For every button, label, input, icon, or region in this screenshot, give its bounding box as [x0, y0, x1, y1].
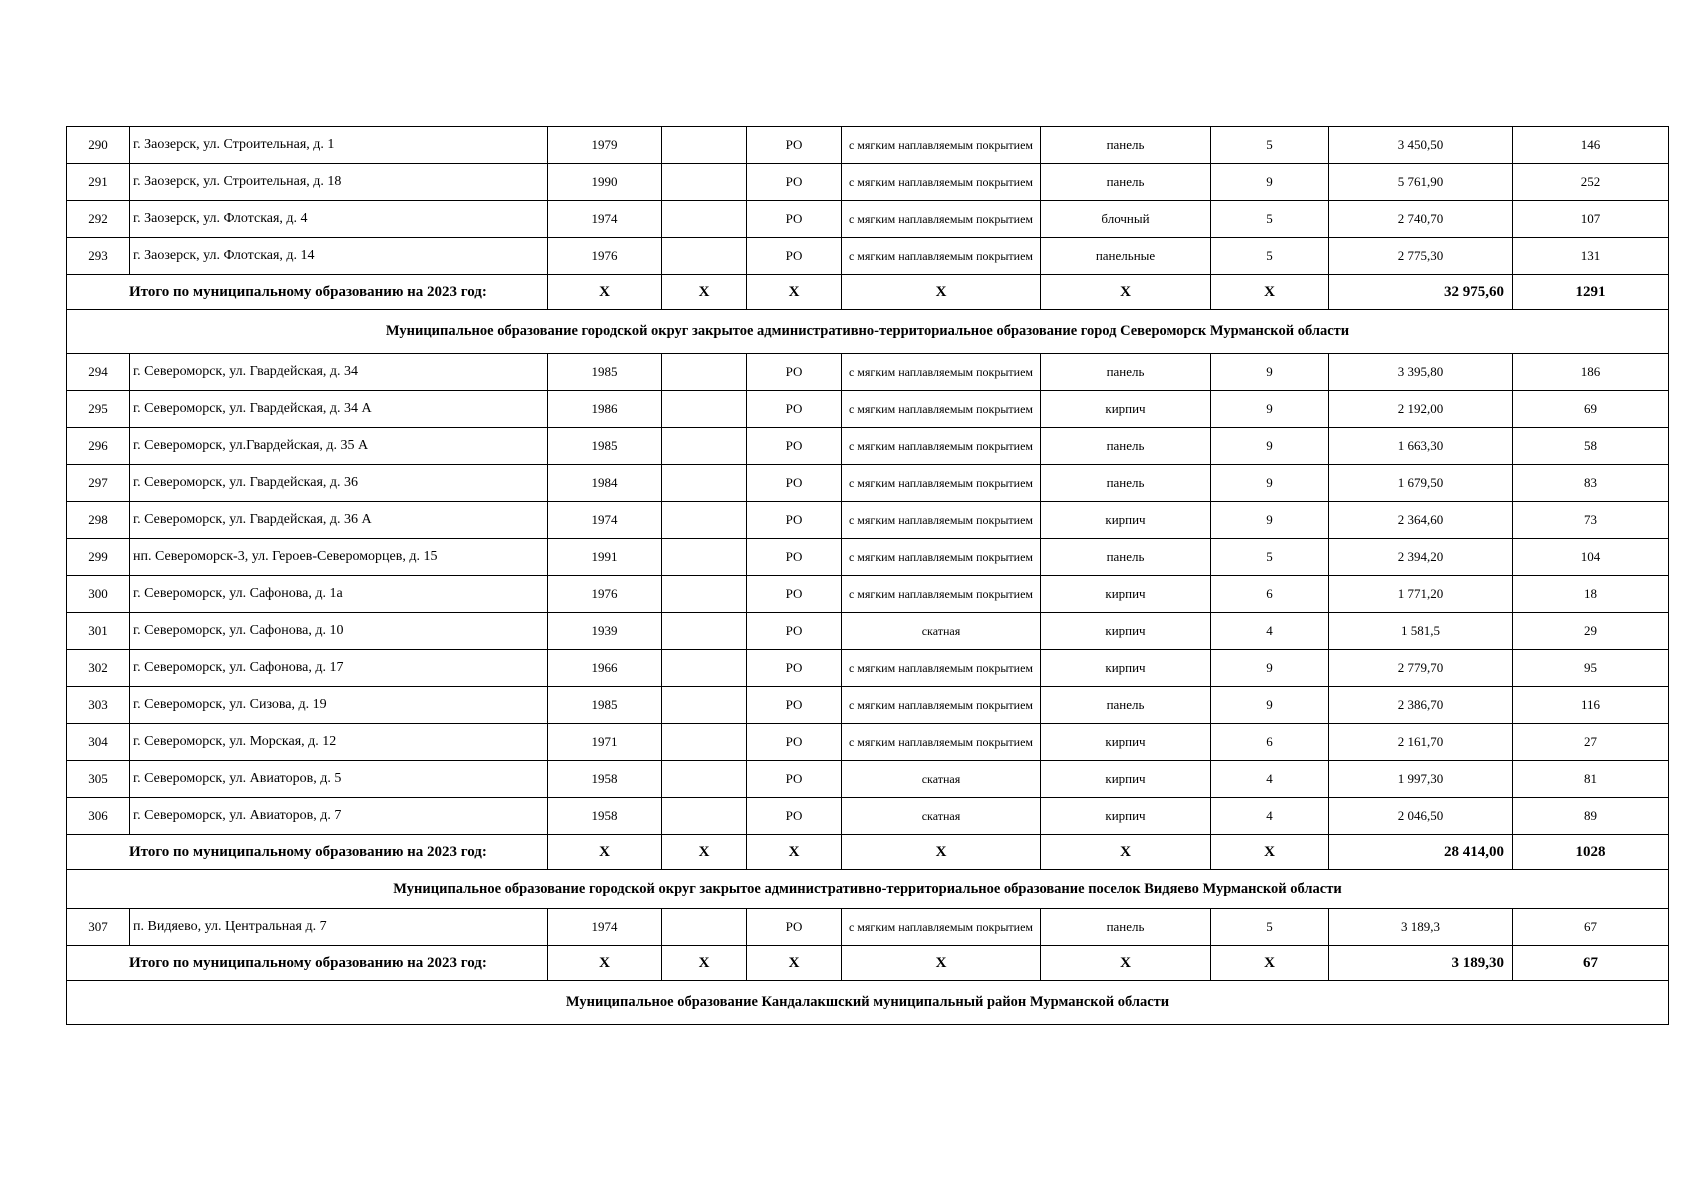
total-label: Итого по муниципальному образованию на 2023 год: [67, 835, 548, 870]
row-number: 304 [67, 724, 130, 761]
row-number: 300 [67, 576, 130, 613]
x-marker: X [842, 835, 1041, 870]
table-row [67, 354, 1669, 391]
residents-cell: 252 [1513, 164, 1669, 201]
row-number: 294 [67, 354, 130, 391]
year-cell: 1974 [548, 502, 662, 539]
floors-cell: 5 [1211, 127, 1329, 164]
residents-cell: 29 [1513, 613, 1669, 650]
wall-material-cell: блочный [1041, 201, 1211, 238]
x-marker: X [662, 835, 747, 870]
row-number: 295 [67, 391, 130, 428]
blank-cell [662, 909, 747, 946]
floors-cell: 5 [1211, 539, 1329, 576]
roof-type-cell: с мягким наплавляемым покрытием [842, 127, 1041, 164]
total-area: 3 189,30 [1329, 946, 1513, 981]
area-cell: 1 771,20 [1329, 576, 1513, 613]
year-cell: 1976 [548, 576, 662, 613]
table-row [67, 613, 1669, 650]
blank-cell [662, 164, 747, 201]
year-cell: 1986 [548, 391, 662, 428]
floors-cell: 4 [1211, 798, 1329, 835]
row-number: 306 [67, 798, 130, 835]
section-title: Муниципальное образование Кандалакшский муниципальный район Мурманской области [67, 981, 1669, 1025]
x-marker: X [662, 275, 747, 310]
wall-material-cell: панель [1041, 428, 1211, 465]
area-cell: 2 394,20 [1329, 539, 1513, 576]
roof-type-cell: с мягким наплавляемым покрытием [842, 465, 1041, 502]
table-row [67, 909, 1669, 946]
x-marker: X [1041, 275, 1211, 310]
program-cell: РО [747, 909, 842, 946]
wall-material-cell: панель [1041, 164, 1211, 201]
table-row [67, 465, 1669, 502]
year-cell: 1985 [548, 428, 662, 465]
address-cell: г. Заозерск, ул. Строительная, д. 18 [130, 164, 548, 201]
residents-cell: 104 [1513, 539, 1669, 576]
residents-cell: 81 [1513, 761, 1669, 798]
wall-material-cell: кирпич [1041, 798, 1211, 835]
area-cell: 5 761,90 [1329, 164, 1513, 201]
area-cell: 2 386,70 [1329, 687, 1513, 724]
floors-cell: 5 [1211, 201, 1329, 238]
year-cell: 1985 [548, 687, 662, 724]
wall-material-cell: кирпич [1041, 391, 1211, 428]
row-number: 302 [67, 650, 130, 687]
year-cell: 1985 [548, 354, 662, 391]
floors-cell: 4 [1211, 761, 1329, 798]
blank-cell [662, 201, 747, 238]
total-label: Итого по муниципальному образованию на 2023 год: [67, 275, 548, 310]
roof-type-cell: с мягким наплавляемым покрытием [842, 201, 1041, 238]
x-marker: X [1211, 946, 1329, 981]
address-cell: г. Североморск, ул. Гвардейская, д. 34 [130, 354, 548, 391]
table-row [67, 687, 1669, 724]
program-cell: РО [747, 539, 842, 576]
wall-material-cell: кирпич [1041, 502, 1211, 539]
year-cell: 1939 [548, 613, 662, 650]
residents-cell: 67 [1513, 909, 1669, 946]
roof-type-cell: скатная [842, 613, 1041, 650]
floors-cell: 4 [1211, 613, 1329, 650]
wall-material-cell: панель [1041, 539, 1211, 576]
area-cell: 2 364,60 [1329, 502, 1513, 539]
blank-cell [662, 798, 747, 835]
year-cell: 1958 [548, 761, 662, 798]
area-cell: 2 779,70 [1329, 650, 1513, 687]
floors-cell: 6 [1211, 724, 1329, 761]
row-number: 307 [67, 909, 130, 946]
year-cell: 1971 [548, 724, 662, 761]
program-cell: РО [747, 354, 842, 391]
x-marker: X [662, 946, 747, 981]
table-row [67, 391, 1669, 428]
table-row [67, 798, 1669, 835]
blank-cell [662, 650, 747, 687]
year-cell: 1958 [548, 798, 662, 835]
area-cell: 1 679,50 [1329, 465, 1513, 502]
table-row [67, 127, 1669, 164]
year-cell: 1966 [548, 650, 662, 687]
roof-type-cell: с мягким наплавляемым покрытием [842, 650, 1041, 687]
residents-cell: 95 [1513, 650, 1669, 687]
floors-cell: 9 [1211, 687, 1329, 724]
residents-cell: 69 [1513, 391, 1669, 428]
table-body [67, 127, 1669, 1025]
blank-cell [662, 502, 747, 539]
area-cell: 2 161,70 [1329, 724, 1513, 761]
floors-cell: 9 [1211, 428, 1329, 465]
row-number: 291 [67, 164, 130, 201]
roof-type-cell: с мягким наплавляемым покрытием [842, 428, 1041, 465]
wall-material-cell: кирпич [1041, 613, 1211, 650]
wall-material-cell: панель [1041, 127, 1211, 164]
roof-type-cell: с мягким наплавляемым покрытием [842, 909, 1041, 946]
x-marker: X [1211, 835, 1329, 870]
roof-type-cell: с мягким наплавляемым покрытием [842, 354, 1041, 391]
floors-cell: 9 [1211, 354, 1329, 391]
year-cell: 1974 [548, 201, 662, 238]
residents-cell: 83 [1513, 465, 1669, 502]
floors-cell: 5 [1211, 238, 1329, 275]
row-number: 290 [67, 127, 130, 164]
row-number: 301 [67, 613, 130, 650]
residents-cell: 116 [1513, 687, 1669, 724]
year-cell: 1991 [548, 539, 662, 576]
residents-cell: 18 [1513, 576, 1669, 613]
wall-material-cell: панель [1041, 465, 1211, 502]
blank-cell [662, 238, 747, 275]
blank-cell [662, 576, 747, 613]
address-cell: г. Североморск, ул. Авиаторов, д. 7 [130, 798, 548, 835]
address-cell: г. Североморск, ул.Гвардейская, д. 35 А [130, 428, 548, 465]
year-cell: 1984 [548, 465, 662, 502]
year-cell: 1979 [548, 127, 662, 164]
x-marker: X [842, 946, 1041, 981]
address-cell: нп. Североморск-3, ул. Героев-Североморцев, д. 15 [130, 539, 548, 576]
housing-table [66, 126, 1669, 1025]
x-marker: X [842, 275, 1041, 310]
section-header-row [67, 870, 1669, 909]
program-cell: РО [747, 502, 842, 539]
address-cell: п. Видяево, ул. Центральная д. 7 [130, 909, 548, 946]
total-area: 28 414,00 [1329, 835, 1513, 870]
address-cell: г. Североморск, ул. Гвардейская, д. 34 А [130, 391, 548, 428]
floors-cell: 9 [1211, 502, 1329, 539]
address-cell: г. Североморск, ул. Гвардейская, д. 36 А [130, 502, 548, 539]
wall-material-cell: панельные [1041, 238, 1211, 275]
program-cell: РО [747, 238, 842, 275]
table-row [67, 201, 1669, 238]
program-cell: РО [747, 724, 842, 761]
table-row [67, 539, 1669, 576]
total-residents: 1291 [1513, 275, 1669, 310]
blank-cell [662, 613, 747, 650]
program-cell: РО [747, 687, 842, 724]
x-marker: X [548, 275, 662, 310]
address-cell: г. Североморск, ул. Авиаторов, д. 5 [130, 761, 548, 798]
section-header-row [67, 981, 1669, 1025]
row-number: 299 [67, 539, 130, 576]
section-header-row [67, 310, 1669, 354]
floors-cell: 9 [1211, 650, 1329, 687]
address-cell: г. Североморск, ул. Гвардейская, д. 36 [130, 465, 548, 502]
roof-type-cell: с мягким наплавляемым покрытием [842, 164, 1041, 201]
residents-cell: 131 [1513, 238, 1669, 275]
address-cell: г. Заозерск, ул. Флотская, д. 14 [130, 238, 548, 275]
table-row [67, 428, 1669, 465]
address-cell: г. Североморск, ул. Сафонова, д. 10 [130, 613, 548, 650]
area-cell: 2 740,70 [1329, 201, 1513, 238]
blank-cell [662, 127, 747, 164]
section-title: Муниципальное образование городской округ закрытое административно-территориальное образование поселок Видяево Мурманской области [67, 870, 1669, 909]
x-marker: X [548, 835, 662, 870]
program-cell: РО [747, 428, 842, 465]
wall-material-cell: кирпич [1041, 650, 1211, 687]
row-number: 303 [67, 687, 130, 724]
floors-cell: 6 [1211, 576, 1329, 613]
roof-type-cell: с мягким наплавляемым покрытием [842, 539, 1041, 576]
program-cell: РО [747, 127, 842, 164]
roof-type-cell: с мягким наплавляемым покрытием [842, 238, 1041, 275]
program-cell: РО [747, 650, 842, 687]
program-cell: РО [747, 761, 842, 798]
total-row [67, 946, 1669, 981]
program-cell: РО [747, 164, 842, 201]
program-cell: РО [747, 798, 842, 835]
floors-cell: 5 [1211, 909, 1329, 946]
total-label: Итого по муниципальному образованию на 2023 год: [67, 946, 548, 981]
table-row [67, 164, 1669, 201]
wall-material-cell: кирпич [1041, 576, 1211, 613]
x-marker: X [747, 835, 842, 870]
blank-cell [662, 465, 747, 502]
residents-cell: 58 [1513, 428, 1669, 465]
address-cell: г. Североморск, ул. Морская, д. 12 [130, 724, 548, 761]
table-row [67, 724, 1669, 761]
residents-cell: 107 [1513, 201, 1669, 238]
floors-cell: 9 [1211, 391, 1329, 428]
address-cell: г. Североморск, ул. Сизова, д. 19 [130, 687, 548, 724]
x-marker: X [1211, 275, 1329, 310]
row-number: 305 [67, 761, 130, 798]
table-row [67, 502, 1669, 539]
wall-material-cell: кирпич [1041, 761, 1211, 798]
x-marker: X [747, 275, 842, 310]
blank-cell [662, 354, 747, 391]
total-residents: 1028 [1513, 835, 1669, 870]
blank-cell [662, 428, 747, 465]
roof-type-cell: скатная [842, 798, 1041, 835]
program-cell: РО [747, 201, 842, 238]
blank-cell [662, 724, 747, 761]
roof-type-cell: с мягким наплавляемым покрытием [842, 724, 1041, 761]
row-number: 298 [67, 502, 130, 539]
roof-type-cell: с мягким наплавляемым покрытием [842, 391, 1041, 428]
x-marker: X [1041, 946, 1211, 981]
area-cell: 1 581,5 [1329, 613, 1513, 650]
area-cell: 3 189,3 [1329, 909, 1513, 946]
row-number: 297 [67, 465, 130, 502]
address-cell: г. Североморск, ул. Сафонова, д. 1а [130, 576, 548, 613]
blank-cell [662, 391, 747, 428]
program-cell: РО [747, 391, 842, 428]
x-marker: X [1041, 835, 1211, 870]
row-number: 296 [67, 428, 130, 465]
wall-material-cell: кирпич [1041, 724, 1211, 761]
program-cell: РО [747, 465, 842, 502]
blank-cell [662, 761, 747, 798]
roof-type-cell: с мягким наплавляемым покрытием [842, 687, 1041, 724]
blank-cell [662, 687, 747, 724]
total-area: 32 975,60 [1329, 275, 1513, 310]
total-row [67, 275, 1669, 310]
program-cell: РО [747, 576, 842, 613]
residents-cell: 186 [1513, 354, 1669, 391]
floors-cell: 9 [1211, 164, 1329, 201]
address-cell: г. Заозерск, ул. Строительная, д. 1 [130, 127, 548, 164]
roof-type-cell: с мягким наплавляемым покрытием [842, 502, 1041, 539]
total-residents: 67 [1513, 946, 1669, 981]
year-cell: 1974 [548, 909, 662, 946]
blank-cell [662, 539, 747, 576]
x-marker: X [548, 946, 662, 981]
roof-type-cell: с мягким наплавляемым покрытием [842, 576, 1041, 613]
row-number: 293 [67, 238, 130, 275]
table-row [67, 650, 1669, 687]
x-marker: X [747, 946, 842, 981]
roof-type-cell: скатная [842, 761, 1041, 798]
wall-material-cell: панель [1041, 354, 1211, 391]
total-row [67, 835, 1669, 870]
area-cell: 1 997,30 [1329, 761, 1513, 798]
residents-cell: 27 [1513, 724, 1669, 761]
area-cell: 1 663,30 [1329, 428, 1513, 465]
table-row [67, 238, 1669, 275]
residents-cell: 89 [1513, 798, 1669, 835]
year-cell: 1976 [548, 238, 662, 275]
year-cell: 1990 [548, 164, 662, 201]
row-number: 292 [67, 201, 130, 238]
area-cell: 3 450,50 [1329, 127, 1513, 164]
area-cell: 2 775,30 [1329, 238, 1513, 275]
residents-cell: 73 [1513, 502, 1669, 539]
address-cell: г. Североморск, ул. Сафонова, д. 17 [130, 650, 548, 687]
floors-cell: 9 [1211, 465, 1329, 502]
area-cell: 3 395,80 [1329, 354, 1513, 391]
table-row [67, 576, 1669, 613]
area-cell: 2 046,50 [1329, 798, 1513, 835]
wall-material-cell: панель [1041, 687, 1211, 724]
section-title: Муниципальное образование городской округ закрытое административно-территориальное образование город Североморск Мурманской области [67, 310, 1669, 354]
area-cell: 2 192,00 [1329, 391, 1513, 428]
wall-material-cell: панель [1041, 909, 1211, 946]
program-cell: РО [747, 613, 842, 650]
residents-cell: 146 [1513, 127, 1669, 164]
table-row [67, 761, 1669, 798]
address-cell: г. Заозерск, ул. Флотская, д. 4 [130, 201, 548, 238]
